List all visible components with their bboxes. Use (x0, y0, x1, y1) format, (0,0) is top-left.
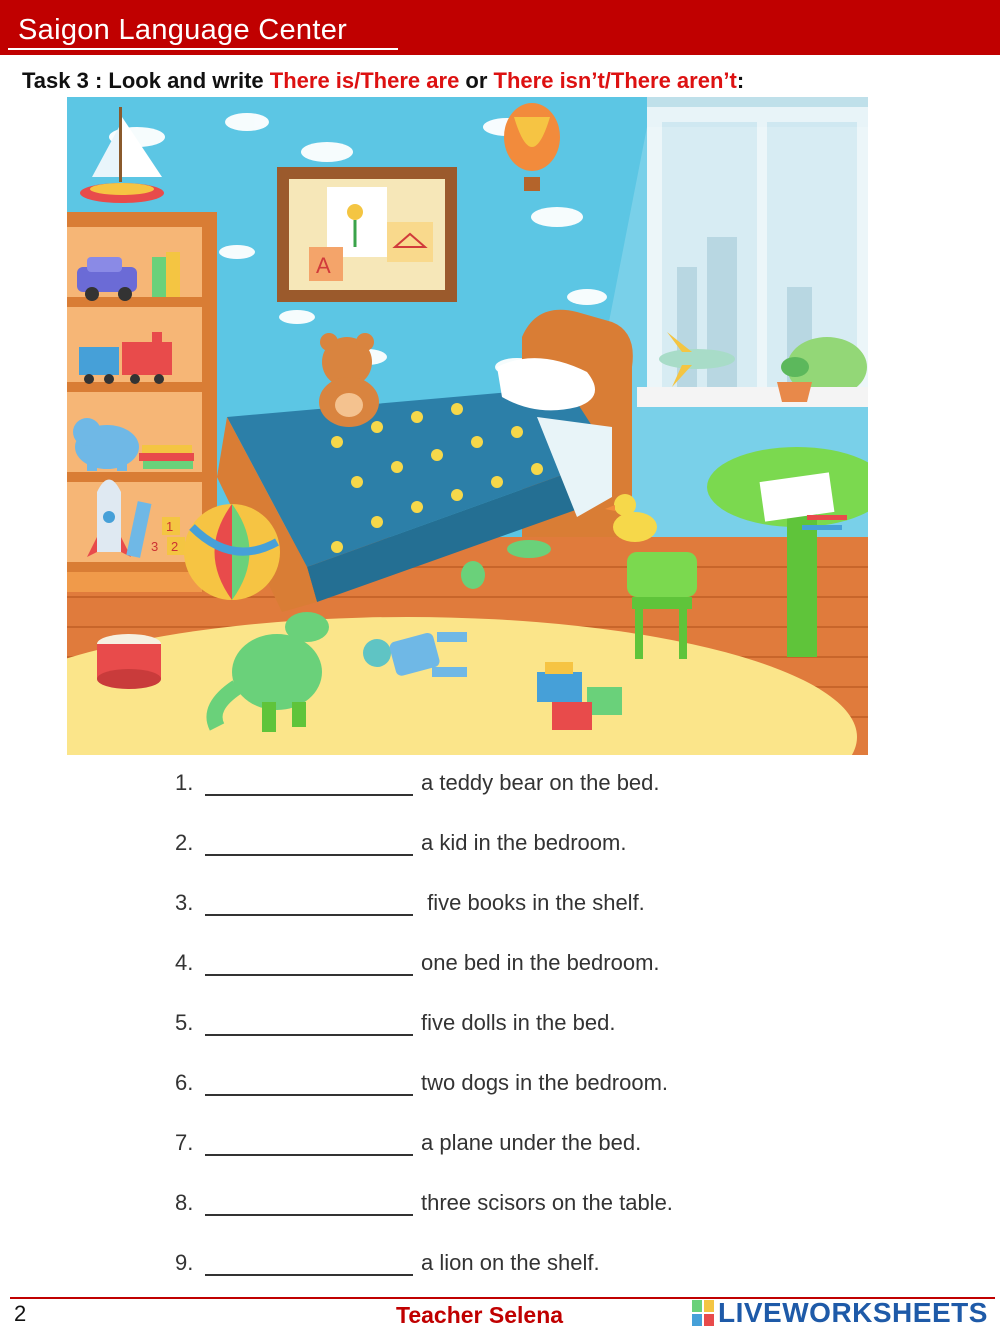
question-number: 4. (175, 950, 194, 975)
title-underline (8, 48, 398, 50)
answer-blank-1[interactable] (205, 770, 413, 796)
question-item (175, 1070, 875, 1130)
question-text: a lion on the shelf. (421, 1250, 600, 1275)
question-item (175, 890, 875, 950)
header-divider (0, 52, 1000, 55)
question-number: 7. (175, 1130, 194, 1155)
question-text: a teddy bear on the bed. (421, 770, 660, 795)
answer-blank-9[interactable] (205, 1250, 413, 1276)
bedroom-scene-svg (67, 97, 868, 755)
question-number: 6. (175, 1070, 194, 1095)
answer-blank-4[interactable] (205, 950, 413, 976)
question-number: 2. (175, 830, 194, 855)
question-number: 8. (175, 1190, 194, 1215)
question-text: a plane under the bed. (421, 1130, 642, 1155)
task-option-negative: There isn’t/There aren’t (493, 68, 737, 93)
question-list (175, 770, 875, 1310)
question-text: three scisors on the table. (421, 1190, 673, 1215)
toy-drum (97, 634, 161, 689)
picture-letter: A (316, 253, 331, 278)
school-title: Saigon Language Center (18, 14, 348, 46)
question-text: five dolls in the bed. (421, 1010, 616, 1035)
beach-ball (184, 504, 280, 600)
brand-name: LIVEWORKSHEETS (718, 1297, 988, 1328)
question-text: a kid in the bedroom. (421, 830, 627, 855)
question-text: two dogs in the bedroom. (421, 1070, 669, 1095)
task-connector: or (459, 68, 494, 93)
question-item (175, 1010, 875, 1070)
task-prefix: Task 3 : Look and write (22, 68, 270, 93)
question-number: 9. (175, 1250, 194, 1275)
question-number: 5. (175, 1010, 194, 1035)
task-suffix: : (736, 68, 745, 93)
block-number-1: 1 (166, 519, 174, 534)
teacher-name: Teacher Selena (396, 1302, 564, 1328)
question-item (175, 1130, 875, 1190)
question-item (175, 950, 875, 1010)
task-instruction (22, 68, 744, 94)
wall-picture (277, 167, 457, 302)
books-top (152, 252, 180, 297)
question-text: one bed in the bedroom. (421, 950, 660, 975)
answer-blank-3[interactable] (205, 890, 413, 916)
question-number: 3. (175, 890, 194, 915)
question-item (175, 830, 875, 890)
page-number: 2 (14, 1301, 27, 1326)
question-item (175, 770, 875, 830)
liveworksheets-icon (692, 1300, 714, 1326)
question-item (175, 1190, 875, 1250)
block-number-2: 2 (171, 539, 179, 554)
liveworksheets-logo[interactable] (692, 1297, 988, 1329)
task-option-positive: There is/There are (269, 68, 460, 93)
header-bar (0, 0, 1000, 52)
answer-blank-2[interactable] (205, 830, 413, 856)
question-text: five books in the shelf. (421, 890, 645, 915)
block-number-3: 3 (151, 539, 159, 554)
bedroom-illustration (67, 97, 868, 755)
answer-blank-5[interactable] (205, 1010, 413, 1036)
answer-blank-7[interactable] (205, 1130, 413, 1156)
answer-blank-8[interactable] (205, 1190, 413, 1216)
books-stack (139, 445, 194, 469)
answer-blank-6[interactable] (205, 1070, 413, 1096)
question-number: 1. (175, 770, 194, 795)
